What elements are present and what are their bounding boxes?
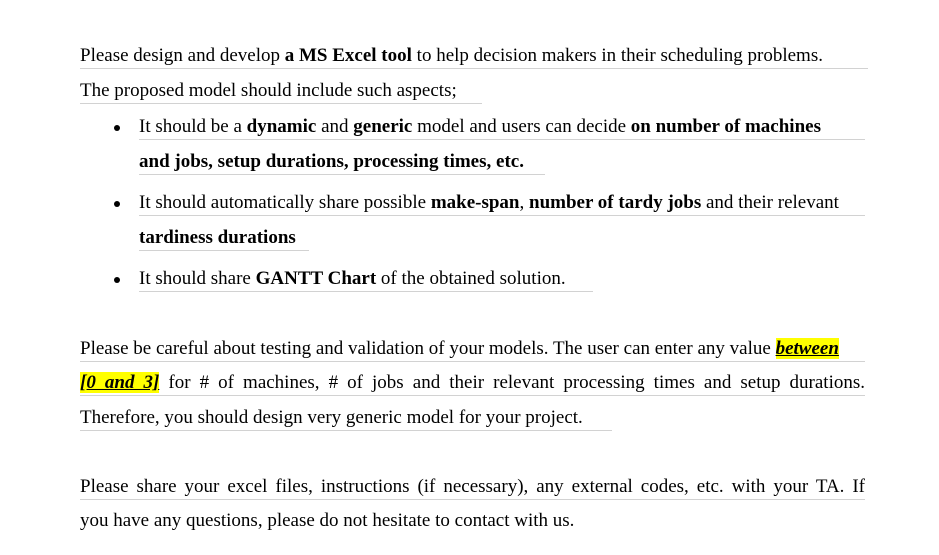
b1-bold-dynamic: dynamic [246,116,317,137]
b1-text-c: and [316,116,354,137]
p2-highlight-range: [0 and 3] [80,372,160,393]
bullet-dot-3 [114,277,120,283]
p1-bold-excel-tool: a MS Excel tool [284,45,412,66]
paragraph-3-line-1 [80,476,865,500]
b2-bold-tardiness: tardiness durations [139,227,296,248]
bullet-2-line-2 [139,227,309,251]
paragraph-2-line-2 [80,372,865,396]
paragraph-1-line-1 [80,45,868,69]
b1-bold-machines: on number of machines [630,116,821,137]
b1-bold-generic: generic [353,116,413,137]
bullet-dot-1 [114,125,120,131]
paragraph-1-line-2 [80,80,482,104]
p2-line-3-text: Therefore, you should design very generic model for your project. [80,407,583,428]
b3-bold-gantt: GANTT Chart [255,268,377,289]
p1-text-c: to help decision makers in their scheduling problems. [411,45,823,66]
b1-text-e: model and users can decide [412,116,631,137]
p1-text-a: Please design and develop [80,45,285,66]
b2-text-a: It should automatically share possible [139,192,431,213]
b2-text-c: , [519,192,529,213]
b3-text-a: It should share [139,268,256,289]
paragraph-2-line-3 [80,407,612,431]
p2-text-a: Please be careful about testing and validation of your models. The user can enter any value [80,338,776,359]
p2-text-b: for # of machines, # of jobs and their relevant processing times and setup durations. [159,372,865,393]
p3-line-1-text: Please share your excel files, instructions (if necessary), any external codes, etc. with your TA. If [80,476,865,497]
b3-text-c: of the obtained solution. [376,268,566,289]
b2-bold-makespan: make-span [430,192,520,213]
paragraph-3-line-2 [80,510,574,532]
b1-text-a: It should be a [139,116,247,137]
b2-text-e: and their relevant [701,192,839,213]
p2-highlight-between: between [775,338,839,359]
bullet-3-line-1 [139,268,593,292]
b2-bold-tardy-jobs: number of tardy jobs [529,192,702,213]
paragraph-2-line-1 [80,338,865,362]
b1-bold-jobs: and jobs, setup durations, processing times, etc. [139,151,524,172]
p3-line-2-text: you have any questions, please do not hesitate to contact with us. [80,510,575,531]
bullet-1-line-2 [139,151,545,175]
bullet-1-line-1 [139,116,865,140]
p1-line-2-text: The proposed model should include such aspects; [80,80,457,101]
bullet-dot-2 [114,201,120,207]
bullet-2-line-1 [139,192,865,216]
